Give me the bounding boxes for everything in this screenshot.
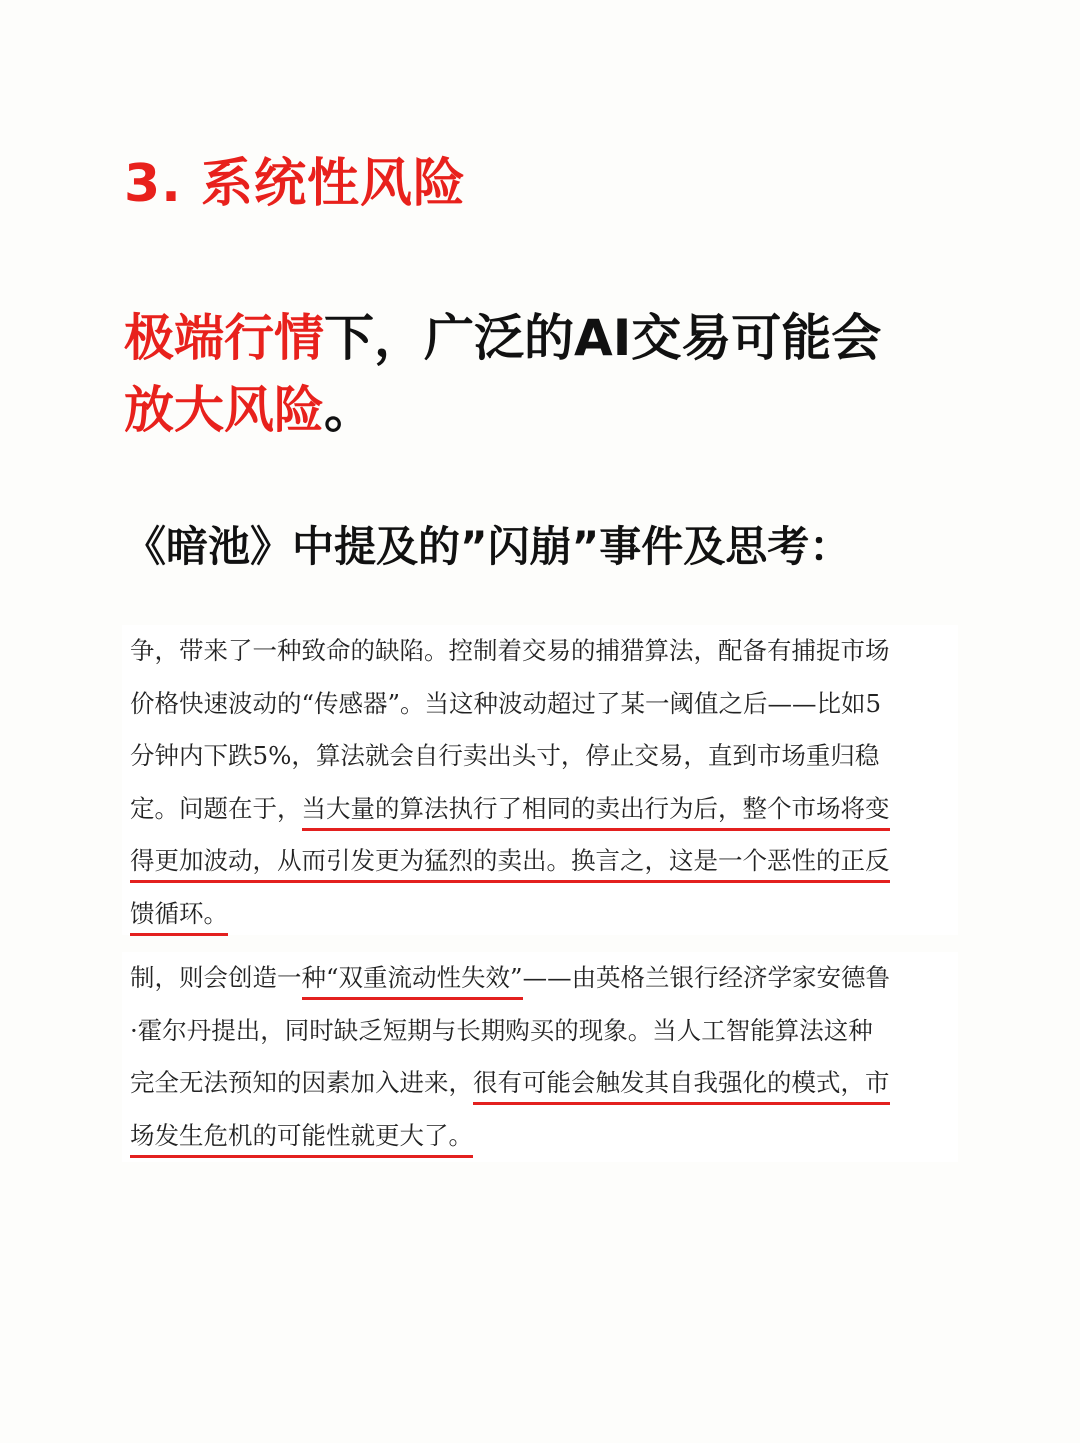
headline-period: 。 [324, 381, 374, 439]
section-heading: 3. 系统性风险 [124, 154, 467, 214]
excerpt-line [130, 1057, 958, 1110]
underlined-text: 很有可能会触发其自我强化的模式，市 [473, 1068, 890, 1105]
excerpt-line [130, 888, 958, 941]
underlined-text: 得更加波动，从而引发更为猛烈的卖出。换言之，这是一个恶性的正反 [130, 846, 890, 883]
excerpt-line: 价格快速波动的“传感器”。当这种波动超过了某一阈值之后——比如5 [130, 688, 882, 718]
excerpt-line [130, 835, 958, 888]
underlined-text: 种“双重流动性失效” [302, 963, 523, 1000]
excerpt-line [130, 783, 958, 836]
book-excerpt-1 [122, 625, 958, 935]
excerpt-text: 制，则会创造一 [130, 963, 302, 992]
underlined-text: 当大量的算法执行了相同的卖出行为后，整个市场将变 [302, 794, 890, 831]
excerpt-text: 定。问题在于， [130, 793, 302, 823]
excerpt-text: ——由英格兰银行经济学家安德鲁 [522, 963, 891, 992]
excerpt-line: 争，带来了一种致命的缺陷。控制着交易的捕猎算法，配备有捕捉市场 [130, 636, 890, 665]
underlined-text: 馈循环。 [130, 899, 228, 936]
excerpt-line [130, 952, 958, 1005]
headline-text: 下，广泛的AI交易可能会 [324, 309, 882, 367]
subheading: 《暗池》中提及的”闪崩”事件及思考： [124, 522, 852, 571]
underlined-text: 场发生危机的可能性就更大了。 [130, 1121, 473, 1158]
excerpt-text: 完全无法预知的因素加入进来， [130, 1068, 473, 1097]
headline [124, 302, 1024, 446]
headline-highlight-extreme-market: 极端行情 [124, 309, 324, 367]
excerpt-line [130, 1110, 958, 1163]
headline-highlight-amplify-risk: 放大风险 [124, 381, 324, 439]
excerpt-line: 分钟内下跌5%，算法就会自行卖出头寸，停止交易，直到市场重归稳 [130, 741, 880, 770]
excerpt-line: ·霍尔丹提出，同时缺乏短期与长期购买的现象。当人工智能算法这种 [130, 1015, 873, 1045]
book-excerpt-2 [122, 952, 958, 1162]
